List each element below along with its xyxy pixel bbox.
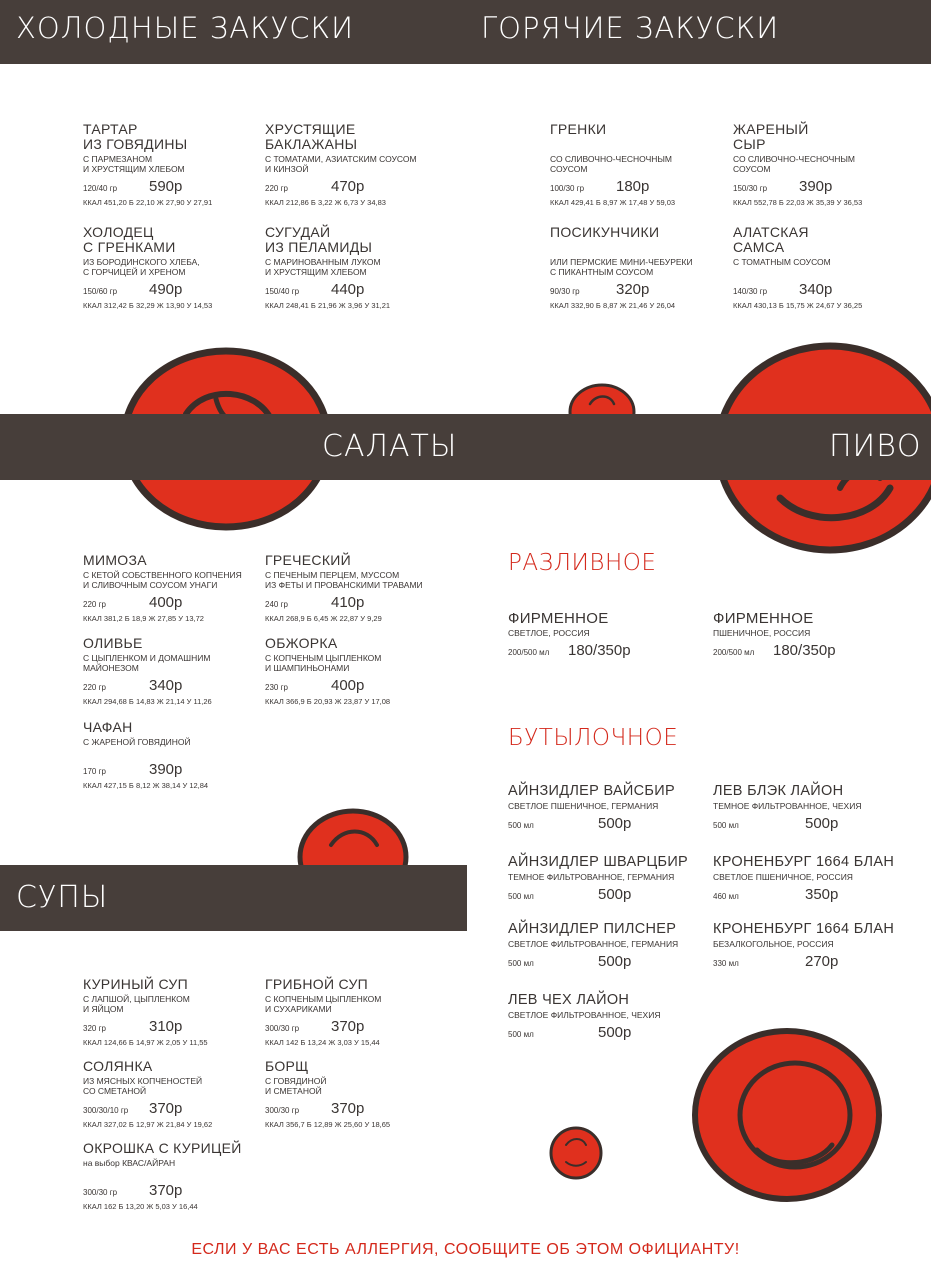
item-description: СВЕТЛОЕ ФИЛЬТРОВАННОЕ, ЧЕХИЯ xyxy=(508,1010,661,1020)
item-kcal: ККАЛ 312,42 Б 32,29 Ж 13,90 У 14,53 xyxy=(83,301,213,310)
item-description: ИЗ БОРОДИНСКОГО ХЛЕБА, С ГОРЧИЦЕЙ И ХРЕНОМ xyxy=(83,257,200,277)
item-price: 340р xyxy=(799,281,833,298)
item-price: 180/350р xyxy=(773,642,836,659)
menu-item xyxy=(265,122,445,207)
menu-item xyxy=(83,977,263,1047)
item-name: КРОНЕНБУРГ 1664 БЛАН xyxy=(713,921,895,937)
item-kcal: ККАЛ 142 Б 13,24 Ж 3,03 У 15,44 xyxy=(265,1038,380,1047)
item-name: БОРЩ xyxy=(265,1058,309,1074)
item-description: ПШЕНИЧНОЕ, РОССИЯ xyxy=(713,628,811,638)
item-description: ТЕМНОЕ ФИЛЬТРОВАННОЕ, ЧЕХИЯ xyxy=(713,801,862,811)
draft-beer-heading: РАЗЛИВНОЕ xyxy=(508,550,657,576)
item-price: 390р xyxy=(799,178,833,195)
item-price: 500р xyxy=(598,953,632,970)
item-price: 370р xyxy=(149,1100,183,1117)
menu-item xyxy=(83,1059,263,1129)
allergy-notice: ЕСЛИ У ВАС ЕСТЬ АЛЛЕРГИЯ, СООБЩИТЕ ОБ ЭТОМ ОФИЦИАНТУ! xyxy=(191,1241,740,1258)
item-description: С ЛАПШОЙ, ЦЫПЛЕНКОМ И ЯЙЦОМ xyxy=(83,994,190,1014)
menu-item xyxy=(733,225,913,310)
item-kcal: ККАЛ 212,86 Б 3,22 Ж 6,73 У 34,83 xyxy=(265,198,386,207)
item-price: 590р xyxy=(149,178,183,195)
item-name: ФИРМЕННОЕ xyxy=(713,610,814,627)
menu-item xyxy=(265,977,445,1047)
item-weight: 230 гр xyxy=(265,683,288,692)
item-kcal: ККАЛ 427,15 Б 8,12 Ж 38,14 У 12,84 xyxy=(83,781,209,790)
item-name: АЛАТСКАЯ САМСА xyxy=(733,224,809,255)
item-volume: 200/500 мл xyxy=(713,648,755,657)
item-description: ИЗ МЯСНЫХ КОПЧЕНОСТЕЙ СО СМЕТАНОЙ xyxy=(83,1076,203,1096)
item-name: ГРЕНКИ xyxy=(550,121,607,137)
item-kcal: ККАЛ 366,9 Б 20,93 Ж 23,87 У 17,08 xyxy=(265,697,391,706)
item-description: С ГОВЯДИНОЙ И СМЕТАНОЙ xyxy=(265,1076,327,1096)
item-price: 180/350р xyxy=(568,642,631,659)
menu-item xyxy=(265,1059,445,1129)
item-description: С ЖАРЕНОЙ ГОВЯДИНОЙ xyxy=(83,737,191,747)
item-price: 490р xyxy=(149,281,183,298)
item-name: ОЛИВЬЕ xyxy=(83,635,143,651)
item-name: АЙНЗИДЛЕР ВАЙСБИР xyxy=(508,783,675,799)
menu-item xyxy=(83,225,263,310)
item-description: С ПЕЧЕНЫМ ПЕРЦЕМ, МУССОМ ИЗ ФЕТЫ И ПРОВАНСКИМИ ТРАВАМИ xyxy=(265,570,423,590)
item-price: 350р xyxy=(805,886,839,903)
item-kcal: ККАЛ 381,2 Б 18,9 Ж 27,85 У 13,72 xyxy=(83,614,204,623)
item-description: БЕЗАЛКОГОЛЬНОЕ, РОССИЯ xyxy=(713,939,834,949)
item-description: С КОПЧЕНЫМ ЦЫПЛЕНКОМ И ШАМПИНЬОНАМИ xyxy=(265,653,382,673)
item-weight: 320 гр xyxy=(83,1024,106,1033)
beer-item xyxy=(508,784,708,833)
item-kcal: ККАЛ 248,41 Б 21,96 Ж 3,96 У 31,21 xyxy=(265,301,391,310)
item-volume: 500 мл xyxy=(508,892,534,901)
beer-item xyxy=(713,855,923,904)
item-name: ЛЕВ БЛЭК ЛАЙОН xyxy=(713,783,844,799)
item-price: 500р xyxy=(598,815,632,832)
item-weight: 300/30 гр xyxy=(265,1024,300,1033)
item-name: ЧАФАН xyxy=(83,719,133,735)
item-name: СОЛЯНКА xyxy=(83,1058,153,1074)
item-price: 340р xyxy=(149,677,183,694)
item-weight: 150/60 гр xyxy=(83,287,118,296)
item-price: 320р xyxy=(616,281,650,298)
item-weight: 300/30 гр xyxy=(83,1188,118,1197)
item-kcal: ККАЛ 356,7 Б 12,89 Ж 25,60 У 18,65 xyxy=(265,1120,391,1129)
tomato-icon xyxy=(547,1124,605,1182)
item-price: 470р xyxy=(331,178,365,195)
beer-item xyxy=(713,784,913,833)
beer-item xyxy=(713,922,923,971)
item-name: АЙНЗИДЛЕР ПИЛСНЕР xyxy=(508,921,677,937)
salads-beer-band xyxy=(0,414,931,480)
item-name: ОБЖОРКА xyxy=(265,635,338,651)
menu-item xyxy=(83,1141,283,1211)
item-name: СУГУДАЙ ИЗ ПЕЛАМИДЫ xyxy=(265,224,373,255)
item-volume: 200/500 мл xyxy=(508,648,550,657)
item-kcal: ККАЛ 332,90 Б 8,87 Ж 21,46 У 26,04 xyxy=(550,301,676,310)
item-description: С ТОМАТАМИ, АЗИАТСКИМ СОУСОМ И КИНЗОЙ xyxy=(265,154,417,174)
item-name: ФИРМЕННОЕ xyxy=(508,610,609,627)
item-price: 400р xyxy=(149,594,183,611)
item-name: ГРИБНОЙ СУП xyxy=(265,976,369,992)
item-name: ПОСИКУНЧИКИ xyxy=(550,224,660,240)
item-kcal: ККАЛ 327,02 Б 12,97 Ж 21,84 У 19,62 xyxy=(83,1120,213,1129)
item-kcal: ККАЛ 552,78 Б 22,03 Ж 35,39 У 36,53 xyxy=(733,198,863,207)
item-volume: 460 мл xyxy=(713,892,739,901)
item-weight: 120/40 гр xyxy=(83,184,118,193)
beer-item xyxy=(713,611,913,660)
item-price: 410р xyxy=(331,594,365,611)
item-volume: 500 мл xyxy=(508,821,534,830)
item-description: СВЕТЛОЕ ПШЕНИЧНОЕ, ГЕРМАНИЯ xyxy=(508,801,659,811)
tomato-icon xyxy=(689,1025,885,1205)
item-description: С КЕТОЙ СОБСТВЕННОГО КОПЧЕНИЯ И СЛИВОЧНЫМ СОУСОМ УНАГИ xyxy=(83,570,242,590)
item-price: 180р xyxy=(616,178,650,195)
item-name: ТАРТАР ИЗ ГОВЯДИНЫ xyxy=(83,121,188,152)
soups-title: СУПЫ xyxy=(16,880,109,915)
item-description: СО СЛИВОЧНО-ЧЕСНОЧНЫМ СОУСОМ xyxy=(550,154,672,174)
menu-item xyxy=(733,122,913,207)
item-price: 500р xyxy=(598,1024,632,1041)
item-description: С ТОМАТНЫМ СОУСОМ xyxy=(733,257,831,267)
bottled-beer-heading: БУТЫЛОЧНОЕ xyxy=(508,725,679,751)
item-price: 500р xyxy=(805,815,839,832)
menu-item xyxy=(83,553,263,623)
item-description: СВЕТЛОЕ ФИЛЬТРОВАННОЕ, ГЕРМАНИЯ xyxy=(508,939,679,949)
menu-item xyxy=(550,225,730,310)
item-description: СВЕТЛОЕ, РОССИЯ xyxy=(508,628,590,638)
item-name: ЛЕВ ЧЕХ ЛАЙОН xyxy=(508,992,630,1008)
item-name: ХРУСТЯЩИЕ БАКЛАЖАНЫ xyxy=(265,121,358,152)
item-price: 440р xyxy=(331,281,365,298)
item-description: С ПАРМЕЗАНОМ И ХРУСТЯЩИМ ХЛЕБОМ xyxy=(83,154,185,174)
item-price: 270р xyxy=(805,953,839,970)
item-price: 400р xyxy=(331,677,365,694)
item-name: ХОЛОДЕЦ С ГРЕНКАМИ xyxy=(83,224,176,255)
item-kcal: ККАЛ 429,41 Б 8,97 Ж 17,48 У 59,03 xyxy=(550,198,676,207)
item-kcal: ККАЛ 294,68 Б 14,83 Ж 21,14 У 11,26 xyxy=(83,697,212,706)
menu-item xyxy=(265,636,445,706)
item-volume: 500 мл xyxy=(508,1030,534,1039)
item-price: 500р xyxy=(598,886,632,903)
item-weight: 240 гр xyxy=(265,600,288,609)
item-price: 370р xyxy=(149,1182,183,1199)
item-volume: 500 мл xyxy=(713,821,739,830)
salads-title: САЛАТЫ xyxy=(322,429,458,464)
item-weight: 150/30 гр xyxy=(733,184,768,193)
item-price: 370р xyxy=(331,1100,365,1117)
item-weight: 90/30 гр xyxy=(550,287,580,296)
item-weight: 100/30 гр xyxy=(550,184,585,193)
menu-item xyxy=(83,636,263,706)
item-weight: 300/30/10 гр xyxy=(83,1106,129,1115)
beer-item xyxy=(508,922,708,971)
item-description: СВЕТЛОЕ ПШЕНИЧНОЕ, РОССИЯ xyxy=(713,872,853,882)
menu-item xyxy=(83,720,263,790)
item-name: АЙНЗИДЛЕР ШВАРЦБИР xyxy=(508,854,689,870)
item-kcal: ККАЛ 268,9 Б 6,45 Ж 22,87 У 9,29 xyxy=(265,614,382,623)
item-weight: 220 гр xyxy=(83,600,106,609)
menu-item xyxy=(83,122,263,207)
item-weight: 220 гр xyxy=(265,184,288,193)
menu-item xyxy=(265,225,445,310)
item-description: ТЕМНОЕ ФИЛЬТРОВАННОЕ, ГЕРМАНИЯ xyxy=(508,872,675,882)
item-volume: 500 мл xyxy=(508,959,534,968)
item-name: КУРИНЫЙ СУП xyxy=(83,976,188,992)
item-description: С КОПЧЕНЫМ ЦЫПЛЕНКОМ И СУХАРИКАМИ xyxy=(265,994,382,1014)
item-name: МИМОЗА xyxy=(83,552,147,568)
beer-item xyxy=(508,993,708,1042)
menu-item xyxy=(550,122,730,207)
menu-item xyxy=(265,553,445,623)
item-weight: 170 гр xyxy=(83,767,106,776)
item-name: ЖАРЕНЫЙ СЫР xyxy=(733,121,809,152)
item-weight: 220 гр xyxy=(83,683,106,692)
item-description: С ЦЫПЛЕНКОМ И ДОМАШНИМ МАЙОНЕЗОМ xyxy=(83,653,211,673)
item-description: ИЛИ ПЕРМСКИЕ МИНИ-ЧЕБУРЕКИ С ПИКАНТНЫМ СОУСОМ xyxy=(550,257,693,277)
item-description: С МАРИНОВАННЫМ ЛУКОМ И ХРУСТЯЩИМ ХЛЕБОМ xyxy=(265,257,381,277)
item-price: 310р xyxy=(149,1018,183,1035)
item-description: на выбор КВАС/АЙРАН xyxy=(83,1158,176,1168)
item-volume: 330 мл xyxy=(713,959,739,968)
item-weight: 140/30 гр xyxy=(733,287,768,296)
item-name: КРОНЕНБУРГ 1664 БЛАН xyxy=(713,854,895,870)
item-description: СО СЛИВОЧНО-ЧЕСНОЧНЫМ СОУСОМ xyxy=(733,154,855,174)
beer-title: ПИВО xyxy=(829,429,922,464)
item-price: 390р xyxy=(149,761,183,778)
item-name: ГРЕЧЕСКИЙ xyxy=(265,552,352,568)
beer-item xyxy=(508,611,708,660)
cold-snacks-title: ХОЛОДНЫЕ ЗАКУСКИ xyxy=(16,11,354,45)
item-kcal: ККАЛ 162 Б 13,20 Ж 5,03 У 16,44 xyxy=(83,1202,198,1211)
item-name: ОКРОШКА С КУРИЦЕЙ xyxy=(83,1140,242,1156)
item-weight: 300/30 гр xyxy=(265,1106,300,1115)
item-kcal: ККАЛ 451,20 Б 22,10 Ж 27,90 У 27,91 xyxy=(83,198,213,207)
beer-item xyxy=(508,855,708,904)
item-price: 370р xyxy=(331,1018,365,1035)
item-weight: 150/40 гр xyxy=(265,287,300,296)
item-kcal: ККАЛ 430,13 Б 15,75 Ж 24,67 У 36,25 xyxy=(733,301,863,310)
item-kcal: ККАЛ 124,66 Б 14,97 Ж 2,05 У 11,55 xyxy=(83,1038,208,1047)
hot-snacks-title: ГОРЯЧИЕ ЗАКУСКИ xyxy=(481,11,780,45)
